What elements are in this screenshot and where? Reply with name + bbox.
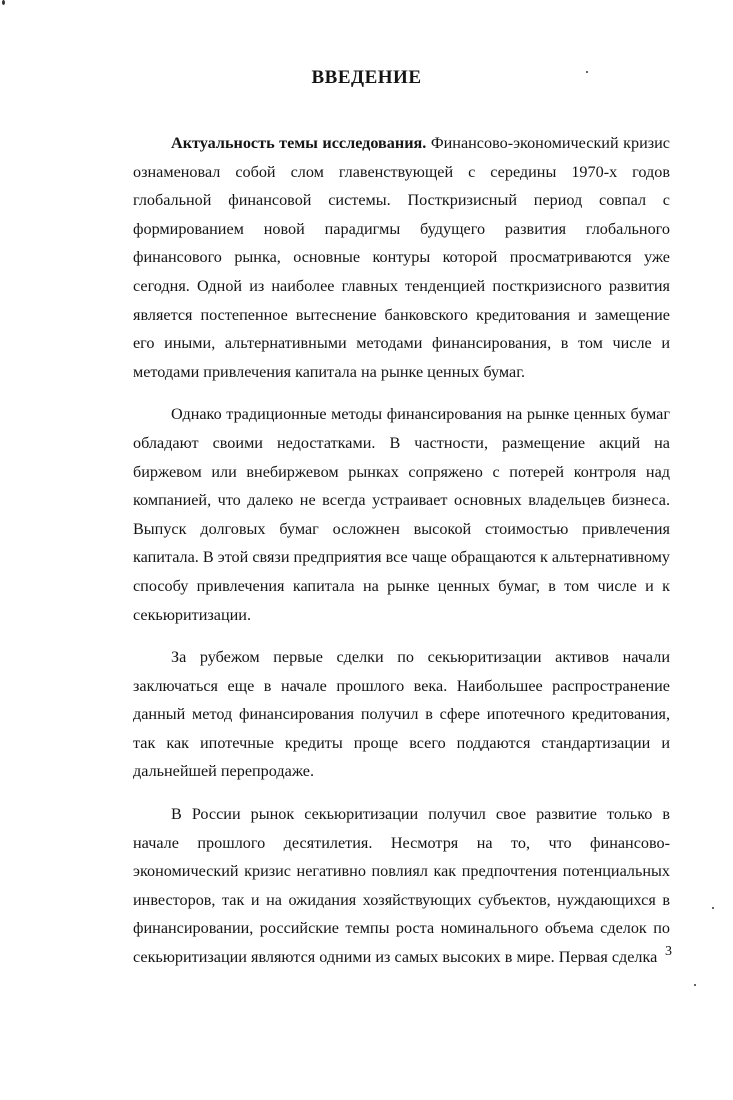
paragraph-abroad: За рубежом первые сделки по секьюритизации активов начали заключаться еще в начале прошлого века. Наибольшее распространение данный метод финансирования получил в сфере ипотечного кредитования, так как ипотечные кредиты проще всего поддаются стандартизации и дальнейшей перепродаже. xyxy=(133,648,670,781)
paragraph-lead: Актуальность темы исследования. xyxy=(171,134,427,152)
scan-speck xyxy=(2,0,5,5)
paragraph-traditional-methods: Однако традиционные методы финансирования на рынке ценных бумаг обладают своими недостатками. В частности, размещение акций на биржевом или внебиржевом рынках сопряжено с потерей контроля над компанией, что далеко не всегда устраивает основных владельцев бизнеса. Выпуск долговых бумаг осложнен высокой стоимостью привлечения капитала. В этой связи предприятия все чаще обращаются к альтернативному способу привлечения капитала на рынке ценных бумаг, в том числе и к секьюритизации. xyxy=(133,405,670,624)
paragraph-relevance xyxy=(133,129,670,386)
page-number: 3 xyxy=(665,944,672,959)
scan-speck xyxy=(712,907,714,909)
paragraph-russia: В России рынок секьюритизации получил свое развитие только в начале прошлого десятилетия. Несмотря на то, что финансово-экономический кризис негативно повлиял как предпочтения потенциальных инвесторов, так и на ожидания хозяйствующих субъектов, нуждающихся в финансировании, российские темпы роста номинального объема сделок по секьюритизации являются одними из самых высоких в мире. Первая сделка xyxy=(133,805,670,967)
scan-speck xyxy=(694,984,696,986)
document-body xyxy=(133,129,670,972)
page-title: ВВЕДЕНИЕ xyxy=(311,67,422,88)
paragraph-text: Финансово-экономический кризис ознаменовал собой слом главенствующей с середины 1970-х годов глобальной финансовой системы. Посткризисный период совпал с формированием новой парадигмы будущего развития глобального финансового рынка, основные контуры которой просматриваются уже сегодня. Одной из наиболее главных тенденцией посткризисного развития является постепенное вытеснение банковского кредитования и замещение его иными, альтернативными методами финансирования, в том числе и методами привлечения капитала на рынке ценных бумаг. xyxy=(133,134,670,381)
